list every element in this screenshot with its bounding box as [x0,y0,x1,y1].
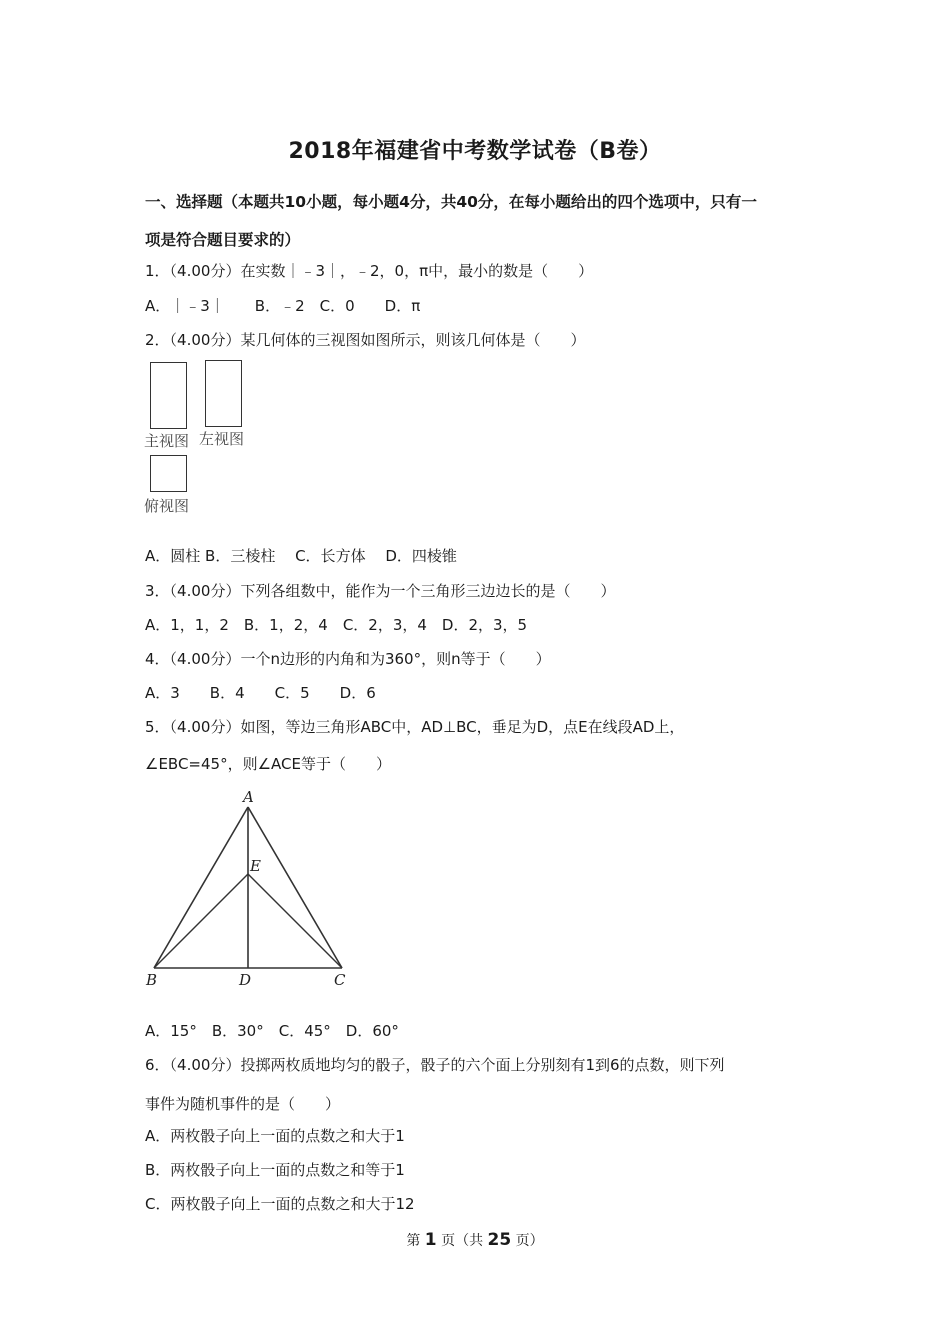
left-view-rect [205,360,242,427]
q4-stem: 4．（4.00分）一个n边形的内角和为360°，则n等于（ ） [145,650,551,668]
q6-stem-line1: 6．（4.00分）投掷两枚质地均匀的骰子，骰子的六个面上分别刻有1到6的点数，则下列 [145,1056,725,1074]
top-view-rect [150,455,187,492]
q5-stem-line1: 5．（4.00分）如图，等边三角形ABC中，AD⊥BC，垂足为D，点E在线段AD上， [145,718,685,736]
q6-option-b: B．两枚骰子向上一面的点数之和等于1 [145,1161,405,1179]
left-view-caption: 左视图 [199,430,245,448]
triangle-figure [140,785,360,995]
q4-options: A．3 B．4 C．5 D．6 [145,684,376,702]
label-c: C [334,971,346,989]
section-heading-line2: 项是符合题目要求的） [145,231,301,249]
front-view-rect [150,362,187,429]
q2-stem: 2．（4.00分）某几何体的三视图如图所示，则该几何体是（ ） [145,331,586,349]
page-number: 1 [424,1230,437,1250]
q5-options: A．15° B．30° C．45° D．60° [145,1022,399,1040]
footer-middle: 页（共 [436,1233,488,1249]
top-view-caption: 俯视图 [144,497,190,515]
page-title: 2018年福建省中考数学试卷（B卷） [288,139,662,164]
label-e: E [250,857,261,875]
q6-option-a: A．两枚骰子向上一面的点数之和大于1 [145,1127,405,1145]
q6-option-c: C．两枚骰子向上一面的点数之和大于12 [145,1195,415,1213]
q2-options: A．圆柱 B．三棱柱 C．长方体 D．四棱锥 [145,547,457,565]
label-b: B [146,971,158,989]
label-d: D [239,971,252,989]
page-footer [0,1230,950,1250]
q3-options: A．1，1，2 B．1，2，4 C．2，3，4 D．2，3，5 [145,616,528,634]
q3-stem: 3．（4.00分）下列各组数中，能作为一个三角形三边边长的是（ ） [145,582,616,600]
front-view-caption: 主视图 [144,432,190,450]
q1-options: A．｜﹣3｜ B．﹣2 C．0 D．π [145,297,421,315]
total-pages: 25 [487,1230,512,1250]
q1-stem: 1．（4.00分）在实数｜﹣3｜，﹣2，0，π中，最小的数是（ ） [145,262,594,280]
q6-stem-line2: 事件为随机事件的是（ ） [145,1095,341,1113]
footer-prefix: 第 [406,1233,425,1249]
footer-suffix: 页） [511,1233,544,1249]
section-heading-line1: 一、选择题（本题共10小题，每小题4分，共40分，在每小题给出的四个选项中，只有一 [145,193,757,211]
q5-stem-line2: ∠EBC=45°，则∠ACE等于（ ） [145,755,391,773]
label-a: A [243,788,254,806]
